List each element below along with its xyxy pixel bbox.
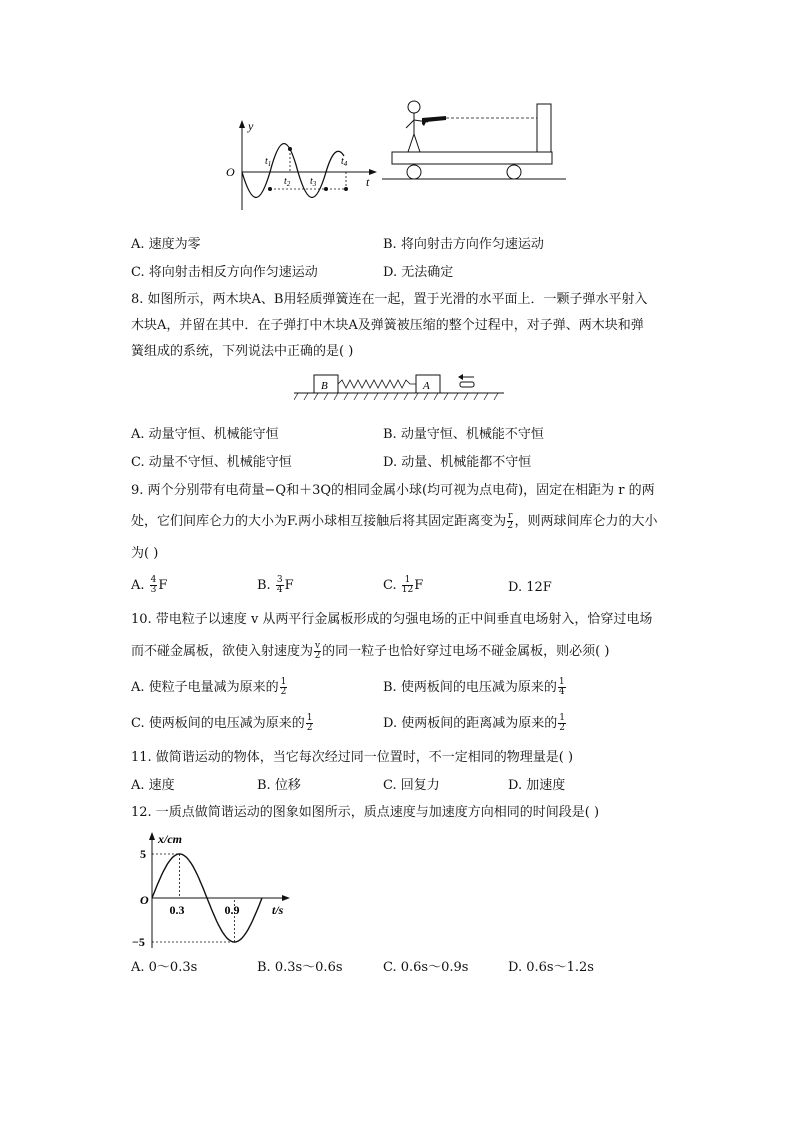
q9-option-d: D. 12F [508,580,552,595]
q12-stem: 12. 一质点做简谐运动的图象如图所示，质点速度与加速度方向相同的时间段是( ) [131,805,600,820]
floor-hatch [294,393,498,400]
point-t4 [344,187,348,191]
q8-option-a: A. 动量守恒、机械能守恒 [131,427,279,442]
y-tick-label: 5 [140,847,146,861]
q12-vibration-chart [128,828,298,950]
q9-stem-line-2a: 处，它们间库仑力的大小为F.两小球相互接触后将其固定距离变为 [131,514,507,529]
t4-label: $t_4$ [341,156,348,168]
t-axis-arrow [369,169,377,175]
q10-fraction-v-over-2: $\frac{v}{2}$ [314,641,321,661]
point-peak [288,147,292,151]
point-t1 [268,187,272,191]
person-leg-left [408,134,414,152]
q7-option-b: B. 将向射击方向作匀速运动 [383,237,544,252]
q8-option-c: C. 动量不守恒、机械能守恒 [131,455,292,470]
t-label: t [366,175,370,189]
q11-option-a: A. 速度 [131,778,175,793]
point-t3 [324,187,328,191]
q12-option-d: D. 0.6s～1.2s [508,960,594,975]
x-tick-label: 0.3 [169,903,185,917]
chart-x-label: t/s [272,903,284,917]
q7-option-c: C. 将向射击相反方向作匀速运动 [131,265,318,280]
t2-label: $t_2$ [284,176,291,188]
q12-option-b: B. 0.3s～0.6s [257,960,343,975]
q10-stem-line-1: 10. 带电粒子以速度 v 从两平行金属板形成的匀强电场的正中间垂直电场射入，恰穿过电场 [131,612,653,627]
q10-option-d: D. 使两板间的距离减为原来的 $\frac{1}{2}$ [383,713,565,733]
y-axis-arrow [239,120,245,128]
y-tick-label: −5 [132,935,145,949]
q7-option-a: A. 速度为零 [131,237,201,252]
chart-origin-label: O [140,893,149,907]
wheel-right [507,165,521,179]
q10-option-b: B. 使两板间的电压减为原来的 $\frac{1}{4}$ [383,677,565,697]
q11-option-d: D. 加速度 [508,778,566,793]
q10-option-c: C. 使两板间的电压减为原来的 $\frac{1}{2}$ [131,713,313,733]
chart-x-arrow [282,895,290,901]
block-b-label: B [321,380,328,392]
t1-label: $t_1$ [265,156,272,168]
spring [338,380,416,388]
q11-option-b: B. 位移 [257,778,301,793]
q10-stem-line-2: 而不碰金属板，欲使入射速度为 $\frac{v}{2}$ 的同一粒子也恰好穿过电场不碰金属板，则必须( ) [131,641,610,661]
q7-cart-shooter-figure [382,96,568,188]
t3-label: $t_3$ [310,176,317,188]
q9-stem-line-1: 9. 两个分别带有电荷量−Q和＋3Q的相同金属小球(均可视为点电荷)，固定在相距为 r 的两 [131,483,655,498]
q8-spring-blocks-figure [294,370,504,404]
person-head [408,101,420,113]
q11-stem: 11. 做简谐运动的物体，当它每次经过同一位置时，不一定相同的物理量是( ) [131,750,574,765]
person-leg-right [414,134,420,152]
bullet-icon [460,382,474,387]
q9-option-b: B. $\frac{3}{4}$ F [257,575,294,595]
q12-option-a: A. 0～0.3s [131,960,198,975]
q8-stem-line-2: 木块A，并留在其中．在子弹打中木块A及弹簧被压缩的整个过程中，对子弹、两木块和弹 [131,318,644,333]
person-arm-left [406,120,414,128]
y-label: y [248,119,254,133]
target-board [537,104,551,152]
q9-stem-line-2b: ，则两球间库仑力的大小 [514,514,658,529]
q9-option-a: A. $\frac{4}{3}$ F [131,575,168,595]
q8-option-d: D. 动量、机械能都不守恒 [383,455,532,470]
q10-option-a: A. 使粒子电量减为原来的 $\frac{1}{2}$ [131,677,287,697]
q8-option-b: B. 动量守恒、机械能不守恒 [383,427,544,442]
arrow-head [458,374,463,380]
q7-option-d: D. 无法确定 [383,265,454,280]
q7-displacement-graph [222,116,382,216]
chart-y-arrow [149,832,155,840]
q8-stem-line-3: 簧组成的系统，下列说法中正确的是( ) [131,344,354,359]
cart-body [392,152,552,164]
q12-option-c: C. 0.6s～0.9s [383,960,469,975]
wheel-left [407,165,421,179]
block-a-label: A [423,380,430,392]
q9-option-c: C. $\frac{1}{12}$ F [383,575,424,595]
chart-y-label: x/cm [158,832,182,846]
x-tick-label: 0.9 [224,903,240,917]
origin-label: O [226,165,235,179]
q8-stem-line-1: 8. 如图所示，两木块A、B用轻质弹簧连在一起，置于光滑的水平面上．一颗子弹水平射入 [131,292,648,307]
q9-stem-line-2 [131,512,657,532]
gun-icon [422,116,446,126]
q9-fraction-r-over-2: $\frac{r}{2}$ [507,511,514,531]
q9-stem-line-3: 为( ) [131,546,159,561]
q11-option-c: C. 回复力 [383,778,440,793]
sine-curve [242,144,344,198]
